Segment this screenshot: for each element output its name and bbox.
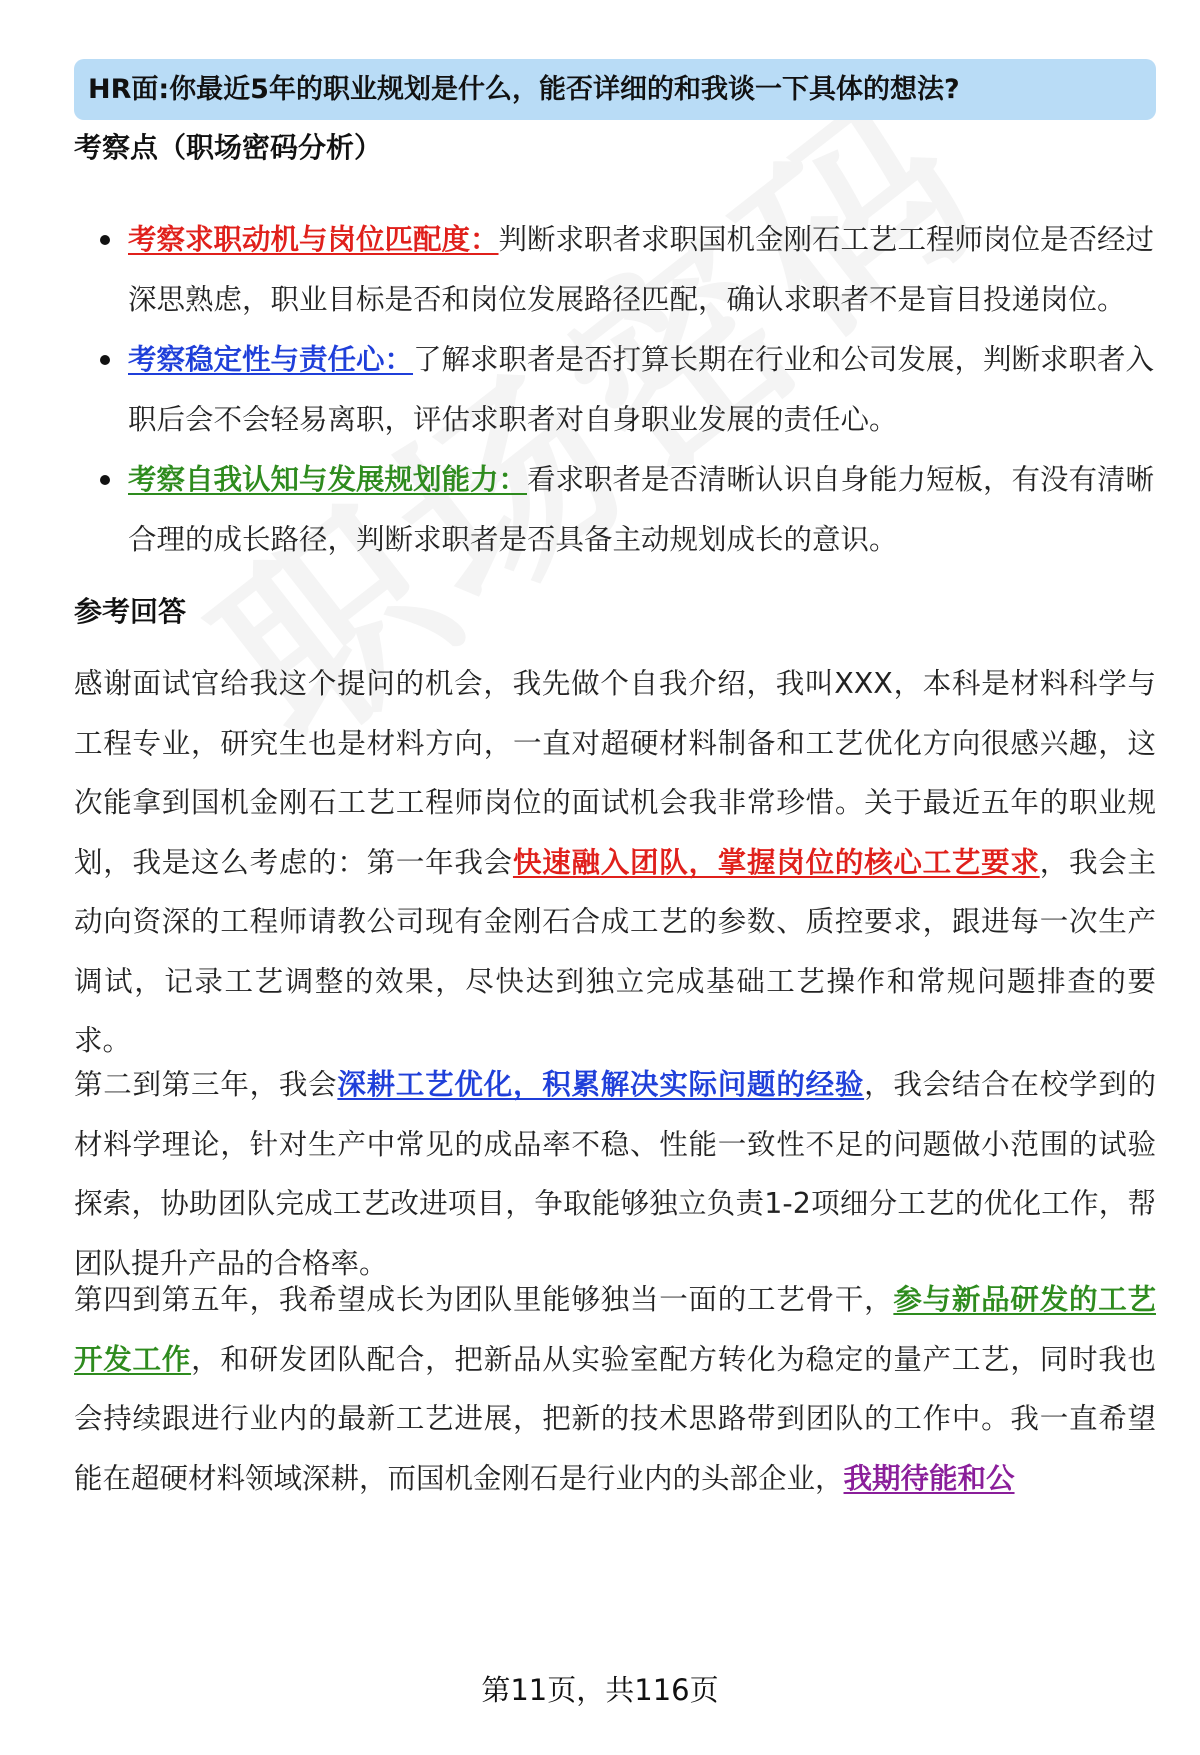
highlight-keyword: 我期待能和公 [843,1461,1015,1495]
answer-paragraph-3 [74,1270,1156,1508]
bullet-item [74,210,1156,330]
paragraph-text: ，我会主动向资深的工程师请教公司现有金刚石合成工艺的参数、质控要求，跟进每一次生产调试，记录工艺调整的效果，尽快达到独立完成基础工艺操作和常规问题排查的要求。 [74,845,1156,1057]
bullet-keyword: 考察稳定性与责任心： [128,343,414,376]
paragraph-text: ，和研发团队配合，把新品从实验室配方转化为稳定的量产工艺，同时我也会持续跟进行业内的最新工艺进展，把新的技术思路带到团队的工作中。我一直希望能在超硬材料领域深耕，而国机金刚石是行业内的头部企业， [74,1342,1156,1495]
paragraph-text: ，我会结合在校学到的材料学理论，针对生产中常见的成品率不稳、性能一致性不足的问题做小范围的试验探索，协助团队完成工艺改进项目，争取能够独立负责1-2项细分工艺的优化工作，帮团队提升产品的合格率。 [74,1068,1156,1280]
bullet-text: 看求职者是否清晰认识自身能力短板，有没有清晰合理的成长路径，判断求职者是否具备主动规划成长的意识。 [128,463,1155,556]
question-text: HR面:你最近5年的职业规划是什么，能否详细的和我谈一下具体的想法? [88,74,960,105]
bullet-dot [100,235,110,245]
page-number: 第11页，共116页 [481,1673,719,1707]
bullet-text: 判断求职者求职国机金刚石工艺工程师岗位是否经过深思熟虑，职业目标是否和岗位发展路径匹配，确认求职者不是盲目投递岗位。 [128,223,1155,316]
bullet-text: 了解求职者是否打算长期在行业和公司发展，判断求职者入职后会不会轻易离职，评估求职者对自身职业发展的责任心。 [128,343,1155,436]
answer-paragraph-1 [74,654,1156,1071]
bullet-keyword: 考察求职动机与岗位匹配度： [128,223,499,256]
bullet-item [74,330,1156,450]
paragraph-text: 第四到第五年，我希望成长为团队里能够独当一面的工艺骨干， [74,1283,894,1316]
bullet-dot [100,475,110,485]
highlight-keyword: 参与新品研发的工艺开发工作 [74,1283,1156,1376]
question-banner [74,59,1156,120]
highlight-keyword: 深耕工艺优化，积累解决实际问题的经验 [337,1068,865,1101]
section-heading-points: 考察点（职场密码分析） [74,131,383,164]
evaluation-points-list [74,210,1156,570]
bullet-item [74,450,1156,570]
highlight-keyword: 快速融入团队，掌握岗位的核心工艺要求 [512,845,1040,879]
bullet-dot [100,355,110,365]
paragraph-text: 感谢面试官给我这个提问的机会，我先做个自我介绍，我叫XXX，本科是材料科学与工程专业，研究生也是材料方向，一直对超硬材料制备和工艺优化方向很感兴趣，这次能拿到国机金刚石工艺工程师岗位的面试机会我非常珍惜。关于最近五年的职业规划，我是这么考虑的：第一年我会 [74,667,1156,879]
paragraph-text: 第二到第三年，我会 [74,1068,338,1101]
section-heading-answer: 参考回答 [74,595,187,628]
answer-paragraph-2 [74,1055,1156,1293]
bullet-keyword: 考察自我认知与发展规划能力： [128,463,528,496]
